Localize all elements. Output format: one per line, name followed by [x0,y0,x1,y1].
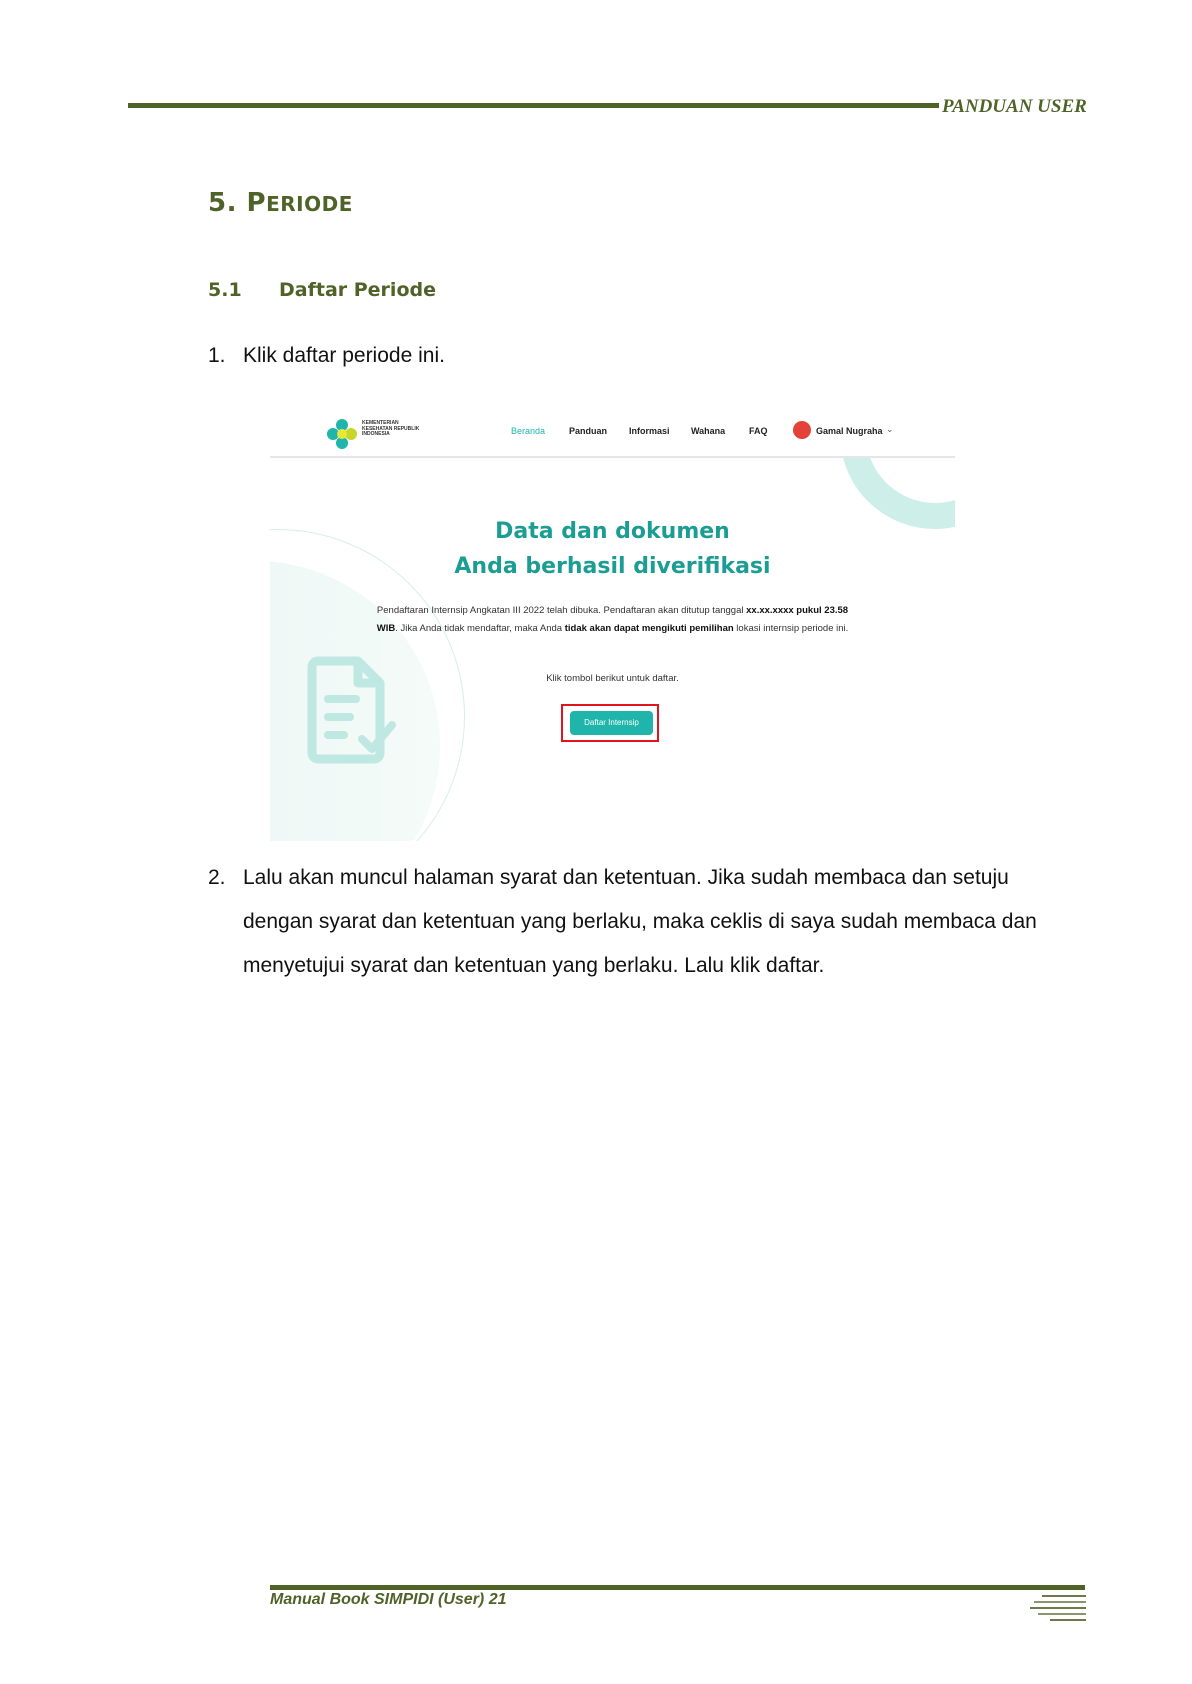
daftar-internsip-button[interactable]: Daftar Internsip [570,711,653,735]
document-check-icon [300,647,400,767]
section-number: 5. [208,188,237,218]
section-heading [208,188,353,218]
desc-text-2: . Jika Anda tidak mendaftar, maka Anda [395,622,565,634]
desc-bold-1: xx.xx.xxxx pukul 23.58 WIB [376,605,849,634]
header-rule [128,103,939,108]
step-number: 1. [208,344,226,367]
chevron-down-icon[interactable]: ⌄ [886,424,894,434]
nav-faq[interactable]: FAQ [749,426,768,436]
subsection-heading [208,279,436,301]
section-title-initial: P [246,188,267,218]
desc-text-3: lokasi internsip periode ini. [733,622,849,634]
title-line-1: Data dan dokumen [495,519,730,544]
step-text: Lalu akan muncul halaman syarat dan ketentuan. Jika sudah membaca dan setuju dengan syarat dan ketentuan yang berlaku, maka ceklis di saya sudah membaca dan menyetujui syarat dan ketentuan yang berlaku. Lalu klik daftar. [243,866,1037,977]
nav-wahana[interactable]: Wahana [691,426,726,436]
embedded-screenshot [270,409,955,841]
step-text: Klik daftar periode ini. [243,344,445,367]
title-line-2: Anda berhasil diverifikasi [454,554,771,579]
footer-decoration [1030,1593,1086,1623]
registration-description [370,602,855,637]
step-number: 2. [208,866,226,889]
navbar [270,409,955,458]
kemenkes-logo-icon [325,417,359,451]
step-2 [208,856,1040,988]
subsection-title: Daftar Periode [279,279,436,301]
avatar[interactable] [793,421,811,439]
desc-text-1: Pendaftaran Internsip Angkatan III 2022 telah dibuka. Pendaftaran akan ditutup tanggal [376,605,747,616]
button-highlight-box [561,704,659,742]
logo-text: KEMENTERIAN KESEHATAN REPUBLIK INDONESIA [362,420,420,437]
user-name[interactable]: Gamal Nugraha [816,426,883,436]
step-1 [208,334,988,378]
footer-rule [270,1585,1085,1590]
subsection-number: 5.1 [208,279,242,301]
verification-title [270,514,955,584]
header-label: PANDUAN USER [942,96,1087,117]
nav-informasi[interactable]: Informasi [629,426,670,436]
desc-bold-2: tidak akan dapat mengikuti pemilihan [564,622,734,634]
click-instruction: Klik tombol berikut untuk daftar. [546,673,679,684]
nav-beranda[interactable]: Beranda [511,426,546,436]
nav-panduan[interactable]: Panduan [569,426,608,436]
section-title-rest: ERIODE [266,192,353,216]
footer-label: Manual Book SIMPIDI (User) 21 [270,1591,507,1608]
